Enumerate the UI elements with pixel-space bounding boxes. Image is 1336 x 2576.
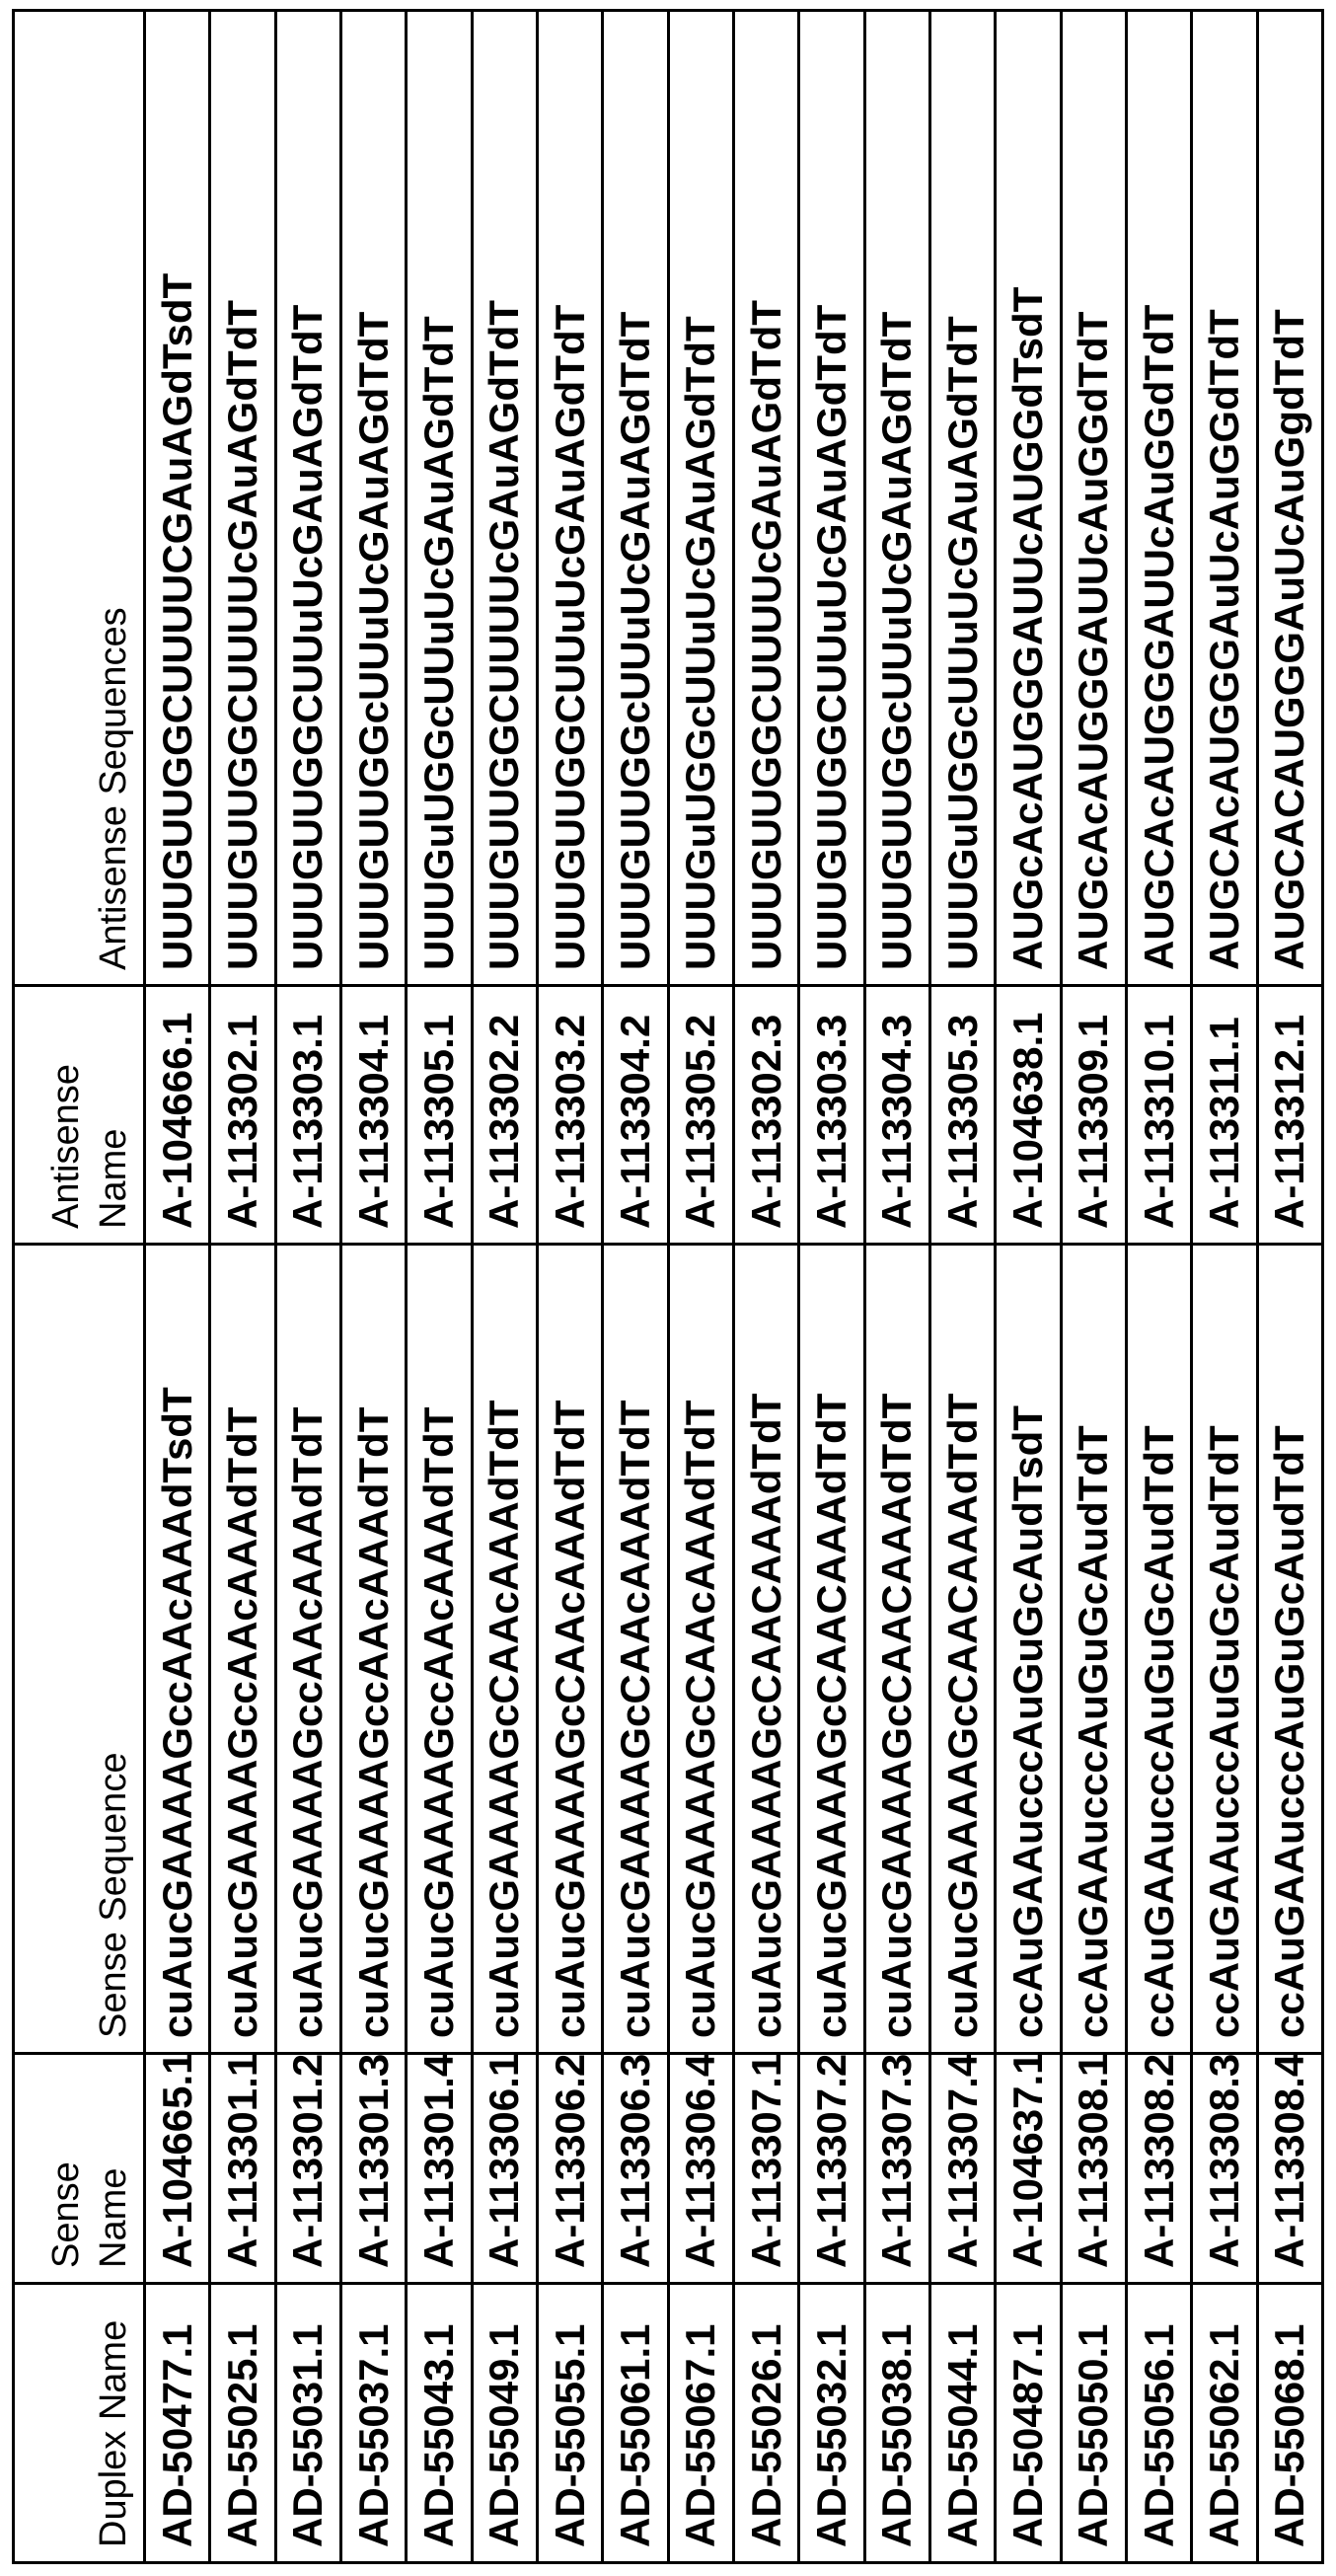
sense-name-cell: A-113308.4 bbox=[1257, 2054, 1322, 2284]
sense-sequence-cell: cuAucGAAAAGccAAcAAAdTdT bbox=[275, 1245, 340, 2054]
table-row bbox=[145, 11, 210, 2563]
antisense-name-cell: A-113312.1 bbox=[1257, 986, 1322, 1245]
duplex-name-cell: AD-55031.1 bbox=[275, 2284, 340, 2563]
header-row bbox=[14, 11, 145, 2563]
antisense-sequence-cell: UUUGUUGGcUUuUcGAuAGdTdT bbox=[603, 11, 668, 986]
antisense-name-cell: A-113305.3 bbox=[929, 986, 995, 1245]
sense-sequence-cell: cuAucGAAAAGcCAAcAAAdTdT bbox=[668, 1245, 733, 2054]
rotated-table-container bbox=[12, 12, 1324, 2564]
antisense-sequence-cell: UUUGUUGGCUUUUcGAuAGdTdT bbox=[472, 11, 537, 986]
antisense-sequence-cell: UUUGuUGGcUUuUcGAuAGdTdT bbox=[407, 11, 472, 986]
table-row bbox=[996, 11, 1061, 2563]
header-duplex-name: Duplex Name bbox=[14, 2284, 145, 2563]
antisense-name-cell: A-113302.3 bbox=[733, 986, 798, 1245]
antisense-sequence-cell: UUUGUUGGCUUUUcGAuAGdTdT bbox=[210, 11, 275, 986]
sense-sequence-cell: cuAucGAAAAGcCAACAAAdTdT bbox=[733, 1245, 798, 2054]
header-sense-name: Sense Name bbox=[14, 2054, 145, 2284]
antisense-sequence-cell: UUUGUUGGCUUuUcGAuAGdTdT bbox=[799, 11, 864, 986]
table-row bbox=[407, 11, 472, 2563]
table-row bbox=[1257, 11, 1322, 2563]
sense-name-cell: A-113306.2 bbox=[537, 2054, 602, 2284]
header-antisense-name: Antisense Name bbox=[14, 986, 145, 1245]
antisense-sequence-cell: UUUGUUGGCUUuUcGAuAGdTdT bbox=[275, 11, 340, 986]
antisense-name-cell: A-113304.1 bbox=[340, 986, 406, 1245]
table-row bbox=[864, 11, 929, 2563]
antisense-sequence-cell: AUGCAcAUGGGAuUcAuGGdTdT bbox=[1192, 11, 1257, 986]
sense-name-cell: A-113307.2 bbox=[799, 2054, 864, 2284]
antisense-sequence-cell: UUUGUUGGcUUuUcGAuAGdTdT bbox=[340, 11, 406, 986]
antisense-name-cell: A-113303.3 bbox=[799, 986, 864, 1245]
antisense-name-cell: A-104666.1 bbox=[145, 986, 210, 1245]
sense-name-cell: A-113301.4 bbox=[407, 2054, 472, 2284]
antisense-sequence-cell: UUUGUUGGCUUuUcGAuAGdTdT bbox=[537, 11, 602, 986]
antisense-sequence-cell: UUUGUUGGCUUUUcGAuAGdTdT bbox=[733, 11, 798, 986]
antisense-name-cell: A-104638.1 bbox=[996, 986, 1061, 1245]
antisense-name-cell: A-113304.3 bbox=[864, 986, 929, 1245]
sense-name-cell: A-113306.1 bbox=[472, 2054, 537, 2284]
antisense-sequence-cell: UUUGuUGGcUUuUcGAuAGdTdT bbox=[929, 11, 995, 986]
antisense-sequence-cell: UUUGuUGGcUUuUcGAuAGdTdT bbox=[668, 11, 733, 986]
antisense-sequence-cell: UUUGUUGGcUUuUcGAuAGdTdT bbox=[864, 11, 929, 986]
table-row bbox=[1126, 11, 1191, 2563]
sense-name-cell: A-104637.1 bbox=[996, 2054, 1061, 2284]
sense-name-cell: A-113301.3 bbox=[340, 2054, 406, 2284]
sense-sequence-cell: cuAucGAAAAGcCAACAAAdTdT bbox=[799, 1245, 864, 2054]
sense-sequence-cell: ccAuGAAucccAuGuGcAudTsdT bbox=[996, 1245, 1061, 2054]
sense-sequence-cell: cuAucGAAAAGcCAAcAAAdTdT bbox=[603, 1245, 668, 2054]
duplex-name-cell: AD-55049.1 bbox=[472, 2284, 537, 2563]
table-row bbox=[1192, 11, 1257, 2563]
antisense-name-cell: A-113309.1 bbox=[1061, 986, 1126, 1245]
antisense-name-cell: A-113303.2 bbox=[537, 986, 602, 1245]
sense-sequence-cell: ccAuGAAucccAuGuGcAudTdT bbox=[1192, 1245, 1257, 2054]
table-row bbox=[472, 11, 537, 2563]
antisense-sequence-cell: UUUGUUGGCUUUUCGAuAGdTsdT bbox=[145, 11, 210, 986]
duplex-name-cell: AD-55044.1 bbox=[929, 2284, 995, 2563]
sense-name-cell: A-113306.4 bbox=[668, 2054, 733, 2284]
table-row bbox=[210, 11, 275, 2563]
sense-name-cell: A-113307.4 bbox=[929, 2054, 995, 2284]
duplex-name-cell: AD-55050.1 bbox=[1061, 2284, 1126, 2563]
duplex-name-cell: AD-50477.1 bbox=[145, 2284, 210, 2563]
table-row bbox=[340, 11, 406, 2563]
sense-sequence-cell: cuAucGAAAAGccAAcAAAdTdT bbox=[210, 1245, 275, 2054]
sense-sequence-cell: cuAucGAAAAGcCAACAAAdTdT bbox=[864, 1245, 929, 2054]
antisense-sequence-cell: AUGcAcAUGGGAUUcAuGGdTdT bbox=[1061, 11, 1126, 986]
duplex-name-cell: AD-55032.1 bbox=[799, 2284, 864, 2563]
duplex-name-cell: AD-55067.1 bbox=[668, 2284, 733, 2563]
sense-name-cell: A-113307.3 bbox=[864, 2054, 929, 2284]
sense-sequence-cell: ccAuGAAucccAuGuGcAudTdT bbox=[1257, 1245, 1322, 2054]
sense-name-cell: A-113308.3 bbox=[1192, 2054, 1257, 2284]
antisense-sequence-cell: AUGCAcAUGGGAUUcAuGGdTdT bbox=[1126, 11, 1191, 986]
antisense-name-cell: A-113302.2 bbox=[472, 986, 537, 1245]
duplex-name-cell: AD-55061.1 bbox=[603, 2284, 668, 2563]
sense-sequence-cell: cuAucGAAAAGccAAcAAAdTsdT bbox=[145, 1245, 210, 2054]
duplex-name-cell: AD-55043.1 bbox=[407, 2284, 472, 2563]
table-row bbox=[603, 11, 668, 2563]
duplex-name-cell: AD-55025.1 bbox=[210, 2284, 275, 2563]
sense-name-cell: A-113301.2 bbox=[275, 2054, 340, 2284]
duplex-sequence-table bbox=[12, 9, 1324, 2564]
antisense-name-cell: A-113303.1 bbox=[275, 986, 340, 1245]
table-row bbox=[799, 11, 864, 2563]
table-row bbox=[668, 11, 733, 2563]
antisense-name-cell: A-113311.1 bbox=[1192, 986, 1257, 1245]
duplex-name-cell: AD-55037.1 bbox=[340, 2284, 406, 2563]
duplex-name-cell: AD-55056.1 bbox=[1126, 2284, 1191, 2563]
sense-name-cell: A-104665.1 bbox=[145, 2054, 210, 2284]
table-row bbox=[733, 11, 798, 2563]
duplex-name-cell: AD-55026.1 bbox=[733, 2284, 798, 2563]
duplex-name-cell: AD-55055.1 bbox=[537, 2284, 602, 2563]
header-antisense-sequences: Antisense Sequences bbox=[14, 11, 145, 986]
duplex-name-cell: AD-55062.1 bbox=[1192, 2284, 1257, 2563]
sense-name-cell: A-113308.2 bbox=[1126, 2054, 1191, 2284]
sense-sequence-cell: cuAucGAAAAGcCAAcAAAdTdT bbox=[537, 1245, 602, 2054]
duplex-name-cell: AD-55068.1 bbox=[1257, 2284, 1322, 2563]
antisense-name-cell: A-113305.1 bbox=[407, 986, 472, 1245]
sense-sequence-cell: cuAucGAAAAGcCAAcAAAdTdT bbox=[472, 1245, 537, 2054]
sense-sequence-cell: cuAucGAAAAGccAAcAAAdTdT bbox=[340, 1245, 406, 2054]
table-row bbox=[929, 11, 995, 2563]
sense-sequence-cell: cuAucGAAAAGcCAACAAAdTdT bbox=[929, 1245, 995, 2054]
antisense-name-cell: A-113302.1 bbox=[210, 986, 275, 1245]
duplex-name-cell: AD-50487.1 bbox=[996, 2284, 1061, 2563]
sense-sequence-cell: cuAucGAAAAGccAAcAAAdTdT bbox=[407, 1245, 472, 2054]
header-sense-sequence: Sense Sequence bbox=[14, 1245, 145, 2054]
sense-sequence-cell: ccAuGAAucccAuGuGcAudTdT bbox=[1126, 1245, 1191, 2054]
sense-name-cell: A-113308.1 bbox=[1061, 2054, 1126, 2284]
antisense-sequence-cell: AUGcAcAUGGGAUUcAUGGdTsdT bbox=[996, 11, 1061, 986]
antisense-name-cell: A-113310.1 bbox=[1126, 986, 1191, 1245]
sense-name-cell: A-113301.1 bbox=[210, 2054, 275, 2284]
table-row bbox=[275, 11, 340, 2563]
antisense-name-cell: A-113305.2 bbox=[668, 986, 733, 1245]
table-row bbox=[1061, 11, 1126, 2563]
sense-name-cell: A-113306.3 bbox=[603, 2054, 668, 2284]
table-row bbox=[537, 11, 602, 2563]
antisense-name-cell: A-113304.2 bbox=[603, 986, 668, 1245]
sense-sequence-cell: ccAuGAAucccAuGuGcAudTdT bbox=[1061, 1245, 1126, 2054]
sense-name-cell: A-113307.1 bbox=[733, 2054, 798, 2284]
antisense-sequence-cell: AUGCACAUGGGAuUcAuGgdTdT bbox=[1257, 11, 1322, 986]
duplex-name-cell: AD-55038.1 bbox=[864, 2284, 929, 2563]
